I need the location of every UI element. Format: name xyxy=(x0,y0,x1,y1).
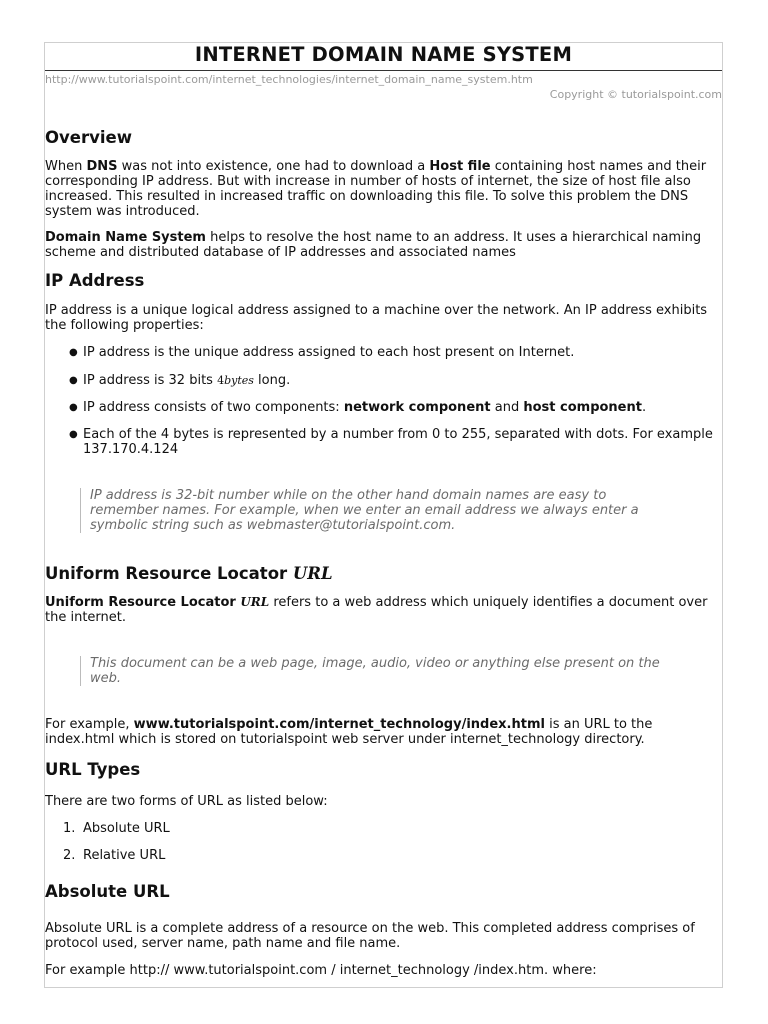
ip-address-heading: IP Address xyxy=(45,271,145,290)
list-item-text: . xyxy=(641,400,647,415)
bytes-inline xyxy=(217,374,254,387)
ip-properties-list xyxy=(45,373,722,388)
text-run: helps to resolve the host name to an address. It uses a hierarchical naming scheme and distributed database of IP addresses and associated names xyxy=(45,230,702,260)
bullet-icon: ● xyxy=(69,347,78,358)
list-number: 1. xyxy=(63,821,76,836)
list-item xyxy=(45,821,722,836)
url-types-heading: URL Types xyxy=(45,760,141,779)
page-title: INTERNET DOMAIN NAME SYSTEM xyxy=(194,43,573,66)
list-item-text: long. xyxy=(253,373,291,388)
url-types-list xyxy=(45,848,722,863)
bullet-icon: ● xyxy=(69,375,78,386)
bullet-icon: ● xyxy=(69,429,78,440)
url-note: This document can be a web page, image, audio, video or anything else present on the web. xyxy=(80,656,670,686)
overview-paragraph-2 xyxy=(45,230,722,260)
overview-heading: Overview xyxy=(45,128,132,147)
list-item-text: and xyxy=(490,400,524,415)
ip-address-intro: IP address is a unique logical address assigned to a machine over the network. An IP address exhibits the following properties: xyxy=(45,303,708,333)
list-item-text: Each of the 4 bytes is represented by a number from 0 to 255, separated with dots. For example 137.170.4.124 xyxy=(83,427,713,457)
title-divider xyxy=(45,70,722,71)
ip-properties-list xyxy=(45,427,722,457)
source-url[interactable]: http://www.tutorialspoint.com/internet_technologies/internet_domain_name_system.htm xyxy=(45,73,533,86)
text-run: was not into existence, one had to download a xyxy=(117,159,430,174)
heading-text: Uniform Resource Locator xyxy=(45,564,293,583)
text-run: When xyxy=(45,159,87,174)
list-item-text: IP address is the unique address assigned to each host present on Internet. xyxy=(83,345,575,360)
host-file-term: Host file xyxy=(429,159,491,174)
url-types-intro: There are two forms of URL as listed below: xyxy=(45,794,328,809)
url-definition xyxy=(45,595,722,625)
list-item-text: IP address consists of two components: xyxy=(83,400,344,415)
ip-address-note: IP address is 32-bit number while on the other hand domain names are easy to remember names. For example, when we enter an email address we always enter a symbolic string such as webmaster@tutorialspoint.com. xyxy=(80,488,670,533)
url-types-list xyxy=(45,821,722,836)
bullet-icon: ● xyxy=(69,402,78,413)
url-example xyxy=(45,717,722,747)
document-header xyxy=(45,43,722,102)
list-item xyxy=(45,400,722,415)
absolute-url-example: For example http:// www.tutorialspoint.com / internet_technology /index.htm. where: xyxy=(45,963,597,978)
copyright-notice: Copyright © tutorialspoint.com xyxy=(549,88,722,101)
document-page xyxy=(44,42,723,988)
bytes-number: 4 xyxy=(217,374,225,387)
absolute-url-heading: Absolute URL xyxy=(45,882,170,901)
ip-properties-list xyxy=(45,345,722,360)
list-item xyxy=(45,848,722,863)
network-component-term: network component xyxy=(343,400,491,415)
text-run: refers to a web address which uniquely identifies a document over the internet. xyxy=(45,595,708,625)
list-item-text: Relative URL xyxy=(83,848,166,863)
text-run: is an URL to the index.html which is stored on tutorialspoint web server under internet_technology directory. xyxy=(45,717,653,747)
overview-paragraph-1 xyxy=(45,159,722,219)
text-run: containing host names and their corresponding IP address. But with increase in number of hosts of internet, the size of host file also increased. This resulted in increased traffic on downloading this file. To solve this problem the DNS system was introduced. xyxy=(45,159,707,219)
list-item xyxy=(45,345,722,360)
url-abbr: URL xyxy=(292,564,333,583)
url-term: Uniform Resource Locator xyxy=(45,595,241,610)
absolute-url-paragraph: Absolute URL is a complete address of a resource on the web. This completed address comprises of protocol used, server name, path name and file name. xyxy=(45,921,695,951)
dns-term: DNS xyxy=(86,159,118,174)
list-item xyxy=(45,373,722,388)
list-item xyxy=(45,427,722,457)
ip-properties-list xyxy=(45,400,722,415)
dns-full-term: Domain Name System xyxy=(45,230,206,245)
list-number: 2. xyxy=(63,848,76,863)
list-item-text: IP address is 32 bits xyxy=(83,373,218,388)
example-url: www.tutorialspoint.com/internet_technology/index.html xyxy=(133,717,545,732)
text-run: For example, xyxy=(45,717,134,732)
list-item-text: Absolute URL xyxy=(83,821,170,836)
bytes-unit: bytes xyxy=(224,374,254,387)
url-heading xyxy=(45,564,722,584)
host-component-term: host component xyxy=(523,400,642,415)
url-abbr: URL xyxy=(240,595,270,609)
